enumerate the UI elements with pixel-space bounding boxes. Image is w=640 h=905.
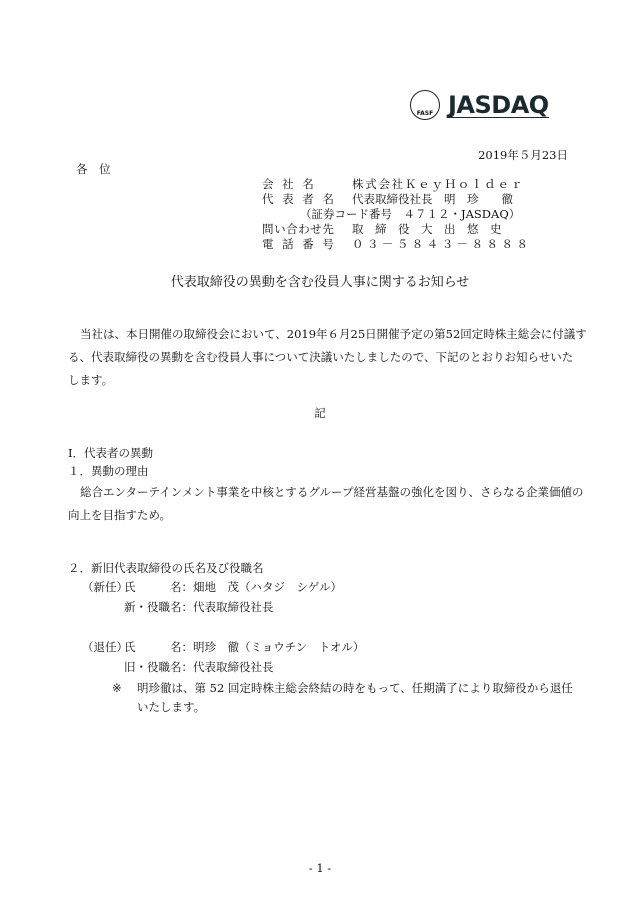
old-name: 氏 名：明珍 徹（ミョウチン トオル） [124,640,365,654]
securities-code: （証券コード番号 ４７１２・JASDAQ） [300,207,521,221]
note-line: 明珍徹は、第 52 回定時株主総会終結の時をもって、任期満了により取締役から退任 [137,681,573,695]
new-role: 新・役職名：代表取締役社長 [124,600,274,614]
ki-heading: 記 [314,406,326,420]
new-tag: （新任） [82,580,128,594]
label: 会社名 [262,177,323,191]
new-name: 氏 名：畑地 茂（ハタジ シゲル） [124,580,343,594]
value: 取 締 役 大 出 悠 史 [352,222,502,236]
intro-line: します。 [68,373,114,387]
subsection-heading: １．異動の理由 [68,464,149,478]
label: 代表者名 [262,192,343,206]
contact-row [262,222,502,236]
jasdaq-logo [410,90,549,120]
phone-row [262,237,531,251]
subsection-heading: ２．新旧代表取締役の氏名及び役職名 [68,561,264,575]
reason-line: 総合エンターテインメント事業を中核とするグループ経営基盤の強化を図り、さらなる企業価値の [80,485,584,499]
note-mark: ※ [112,681,122,695]
representative-row [262,192,513,206]
company-name-row [262,177,524,191]
label: 電話番号 [262,237,343,251]
seal-text: FASF [416,110,434,117]
old-role: 旧・役職名：代表取締役社長 [124,660,274,674]
intro-line: る、代表取締役の異動を含む役員人事について決議いたしましたので、下記のとおりお知らせいた [68,350,574,364]
date: 2019年５月23日 [478,148,568,162]
old-tag: （退任） [82,640,128,654]
document-title: 代表取締役の異動を含む役員人事に関するお知らせ [170,275,470,290]
reason-line: 向上を目指すため。 [68,508,172,522]
page-number: - 1 - [308,861,332,875]
value: ０３－５８４３－８８８８ [352,237,532,251]
value: 代表取締役社長 明 珍 徹 [352,192,513,206]
addressee: 各 位 [76,162,111,176]
section-heading: Ⅰ．代表者の異動 [68,446,154,460]
fasf-seal-icon [410,90,440,120]
jasdaq-wordmark: JASDAQ [448,90,549,119]
intro-line: 当社は、本日開催の取締役会において、2019年６月25日開催予定の第52回定時株主総会に付議す [80,327,587,341]
value: 株式会社ＫｅｙＨｏｌｄｅｒ [352,177,524,191]
label: 問い合わせ先 [262,222,335,236]
note-line: いたします。 [137,700,206,714]
